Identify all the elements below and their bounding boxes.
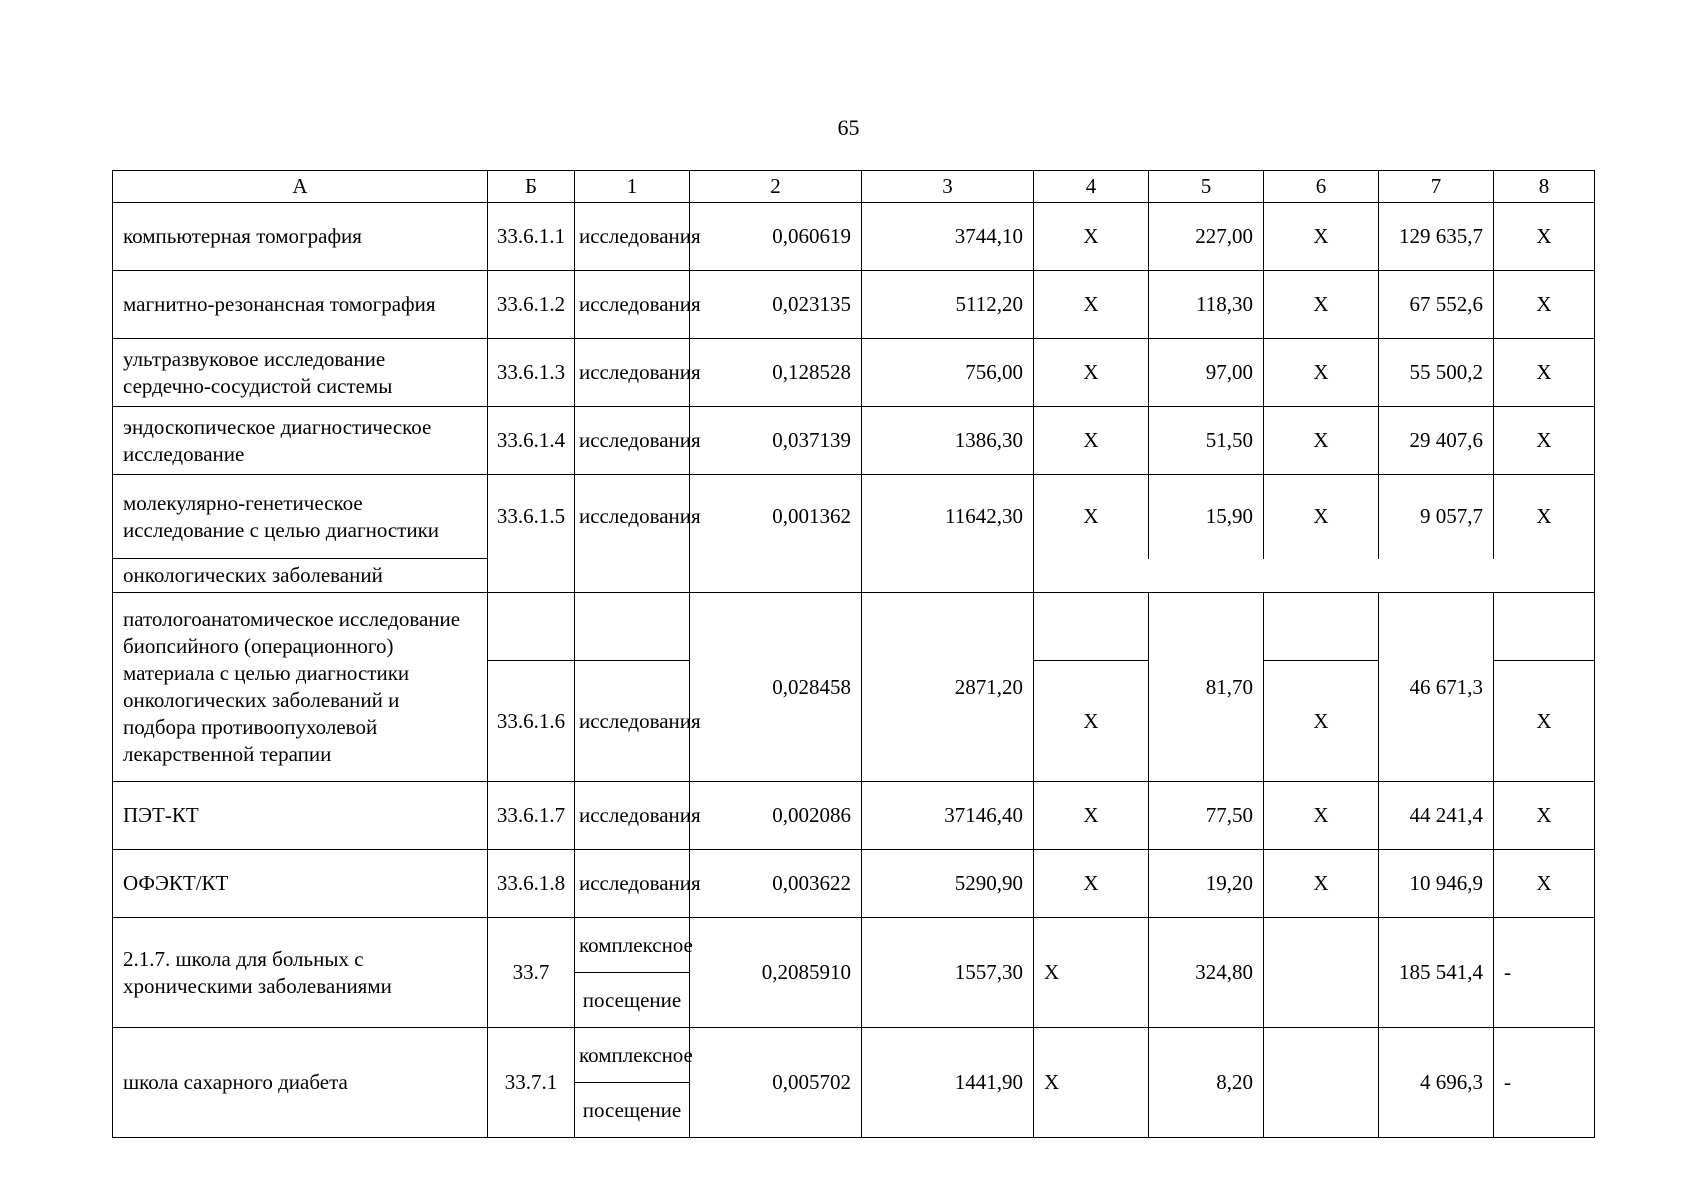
row-col-4: Х [1034, 782, 1149, 850]
header-cell: 6 [1264, 171, 1379, 203]
row-name: патологоанатомическое исследование биопсийного (операционного) материала с целью диагностики онкологических заболеваний и подбора противоопухолевой лекарственной терапии [113, 593, 488, 782]
row-unit: исследования [575, 850, 690, 918]
row-code: 33.6.1.2 [488, 271, 575, 339]
row-col-3: 5290,90 [862, 850, 1034, 918]
table-row [113, 782, 1595, 850]
row-col-6: Х [1264, 661, 1379, 782]
row-col-3: 2871,20 [862, 593, 1034, 782]
row-col-8: Х [1494, 339, 1595, 407]
row-col-6: Х [1264, 339, 1379, 407]
row-col-6: Х [1264, 203, 1379, 271]
row-col-5: 97,00 [1149, 339, 1264, 407]
data-table [112, 170, 1595, 1138]
row-col-4: Х [1034, 1028, 1149, 1138]
row-code: 33.6.1.7 [488, 782, 575, 850]
row-col-5: 19,20 [1149, 850, 1264, 918]
header-cell: 7 [1379, 171, 1494, 203]
row-col-7: 44 241,4 [1379, 782, 1494, 850]
row-col-2: 0,060619 [690, 203, 862, 271]
header-cell: 3 [862, 171, 1034, 203]
empty-cell [488, 593, 575, 661]
row-col-4: Х [1034, 203, 1149, 271]
row-col-4: Х [1034, 339, 1149, 407]
row-col-6: Х [1264, 407, 1379, 475]
row-col-4: Х [1034, 850, 1149, 918]
header-cell: 1 [575, 171, 690, 203]
row-name: молекулярно-генетическое исследование с целью диагностики [113, 475, 488, 559]
row-col-8: - [1494, 918, 1595, 1028]
row-unit: исследования [575, 782, 690, 850]
row-col-5: 81,70 [1149, 593, 1264, 782]
row-code: 33.6.1.8 [488, 850, 575, 918]
row-col-8: Х [1494, 661, 1595, 782]
row-col-8: Х [1494, 271, 1595, 339]
row-col-8: Х [1494, 407, 1595, 475]
row-col-2: 0,002086 [690, 782, 862, 850]
row-col-7: 129 635,7 [1379, 203, 1494, 271]
row-col-5: 51,50 [1149, 407, 1264, 475]
empty-cell [1494, 559, 1595, 593]
row-col-6: Х [1264, 475, 1379, 559]
row-col-8: Х [1494, 850, 1595, 918]
row-col-8: Х [1494, 203, 1595, 271]
row-col-7: 10 946,9 [1379, 850, 1494, 918]
row-col-6 [1264, 1028, 1379, 1138]
row-col-2: 0,028458 [690, 593, 862, 782]
row-col-5: 15,90 [1149, 475, 1264, 559]
row-unit: исследования [575, 339, 690, 407]
empty-cell [1034, 559, 1149, 593]
row-name: ПЭТ-КТ [113, 782, 488, 850]
row-unit-top: комплексное [575, 918, 690, 973]
row-col-5: 77,50 [1149, 782, 1264, 850]
empty-cell [1494, 593, 1595, 661]
table-row [113, 1028, 1595, 1083]
row-col-3: 37146,40 [862, 782, 1034, 850]
row-unit: исследования [575, 203, 690, 271]
empty-cell [575, 593, 690, 661]
row-col-8: Х [1494, 475, 1595, 559]
empty-cell [1264, 559, 1379, 593]
row-code: 33.7 [488, 918, 575, 1028]
table-row [113, 407, 1595, 475]
row-name-continued: онкологических заболеваний [113, 559, 488, 593]
row-code: 33.6.1.3 [488, 339, 575, 407]
row-col-7: 46 671,3 [1379, 593, 1494, 782]
row-unit-bottom: посещение [575, 973, 690, 1028]
empty-cell [1034, 593, 1149, 661]
row-col-6: Х [1264, 782, 1379, 850]
header-cell: 2 [690, 171, 862, 203]
row-col-2: 0,037139 [690, 407, 862, 475]
row-col-6 [1264, 918, 1379, 1028]
row-code: 33.6.1.5 [488, 475, 575, 559]
row-col-3: 5112,20 [862, 271, 1034, 339]
table-row [113, 593, 1595, 661]
row-unit-bottom: посещение [575, 1083, 690, 1138]
row-name: школа сахарного диабета [113, 1028, 488, 1138]
page-number: 65 [837, 115, 860, 140]
row-col-3: 1441,90 [862, 1028, 1034, 1138]
empty-cell [862, 559, 1034, 593]
row-col-5: 8,20 [1149, 1028, 1264, 1138]
table-row [113, 203, 1595, 271]
row-unit-top: комплексное [575, 1028, 690, 1083]
table-row [113, 918, 1595, 973]
row-col-3: 3744,10 [862, 203, 1034, 271]
header-cell: 5 [1149, 171, 1264, 203]
row-unit: исследования [575, 661, 690, 782]
empty-cell [690, 559, 862, 593]
table-row [113, 850, 1595, 918]
empty-cell [575, 559, 690, 593]
row-col-3: 1386,30 [862, 407, 1034, 475]
row-col-2: 0,005702 [690, 1028, 862, 1138]
table-row-continuation [113, 559, 1595, 593]
row-name: ультразвуковое исследование сердечно-сосудистой системы [113, 339, 488, 407]
row-name: эндоскопическое диагностическое исследование [113, 407, 488, 475]
table-row [113, 271, 1595, 339]
row-col-3: 756,00 [862, 339, 1034, 407]
row-col-7: 4 696,3 [1379, 1028, 1494, 1138]
empty-cell [1264, 593, 1379, 661]
row-col-7: 29 407,6 [1379, 407, 1494, 475]
row-col-7: 185 541,4 [1379, 918, 1494, 1028]
row-col-8: - [1494, 1028, 1595, 1138]
row-unit: исследования [575, 407, 690, 475]
header-cell: 8 [1494, 171, 1595, 203]
row-col-5: 118,30 [1149, 271, 1264, 339]
row-name: 2.1.7. школа для больных с хроническими заболеваниями [113, 918, 488, 1028]
row-code: 33.7.1 [488, 1028, 575, 1138]
table-row [113, 475, 1595, 559]
row-col-2: 0,023135 [690, 271, 862, 339]
row-col-7: 67 552,6 [1379, 271, 1494, 339]
table-row [113, 339, 1595, 407]
empty-cell [1379, 559, 1494, 593]
row-code: 33.6.1.6 [488, 661, 575, 782]
row-col-6: Х [1264, 271, 1379, 339]
row-col-5: 227,00 [1149, 203, 1264, 271]
row-name: компьютерная томография [113, 203, 488, 271]
row-col-3: 11642,30 [862, 475, 1034, 559]
row-col-8: Х [1494, 782, 1595, 850]
row-col-3: 1557,30 [862, 918, 1034, 1028]
row-code: 33.6.1.4 [488, 407, 575, 475]
empty-cell [1149, 559, 1264, 593]
row-col-4: Х [1034, 475, 1149, 559]
row-col-4: Х [1034, 271, 1149, 339]
header-row [113, 171, 1595, 203]
row-col-2: 0,001362 [690, 475, 862, 559]
row-col-7: 55 500,2 [1379, 339, 1494, 407]
row-col-6: Х [1264, 850, 1379, 918]
row-col-5: 324,80 [1149, 918, 1264, 1028]
row-col-2: 0,2085910 [690, 918, 862, 1028]
row-name: ОФЭКТ/КТ [113, 850, 488, 918]
row-code: 33.6.1.1 [488, 203, 575, 271]
row-unit: исследования [575, 271, 690, 339]
row-col-2: 0,128528 [690, 339, 862, 407]
empty-cell [488, 559, 575, 593]
row-col-4: Х [1034, 407, 1149, 475]
row-col-2: 0,003622 [690, 850, 862, 918]
header-cell: Б [488, 171, 575, 203]
row-col-4: Х [1034, 661, 1149, 782]
row-col-4: Х [1034, 918, 1149, 1028]
header-cell: 4 [1034, 171, 1149, 203]
row-unit: исследования [575, 475, 690, 559]
row-col-7: 9 057,7 [1379, 475, 1494, 559]
header-cell: А [113, 171, 488, 203]
row-name: магнитно-резонансная томография [113, 271, 488, 339]
